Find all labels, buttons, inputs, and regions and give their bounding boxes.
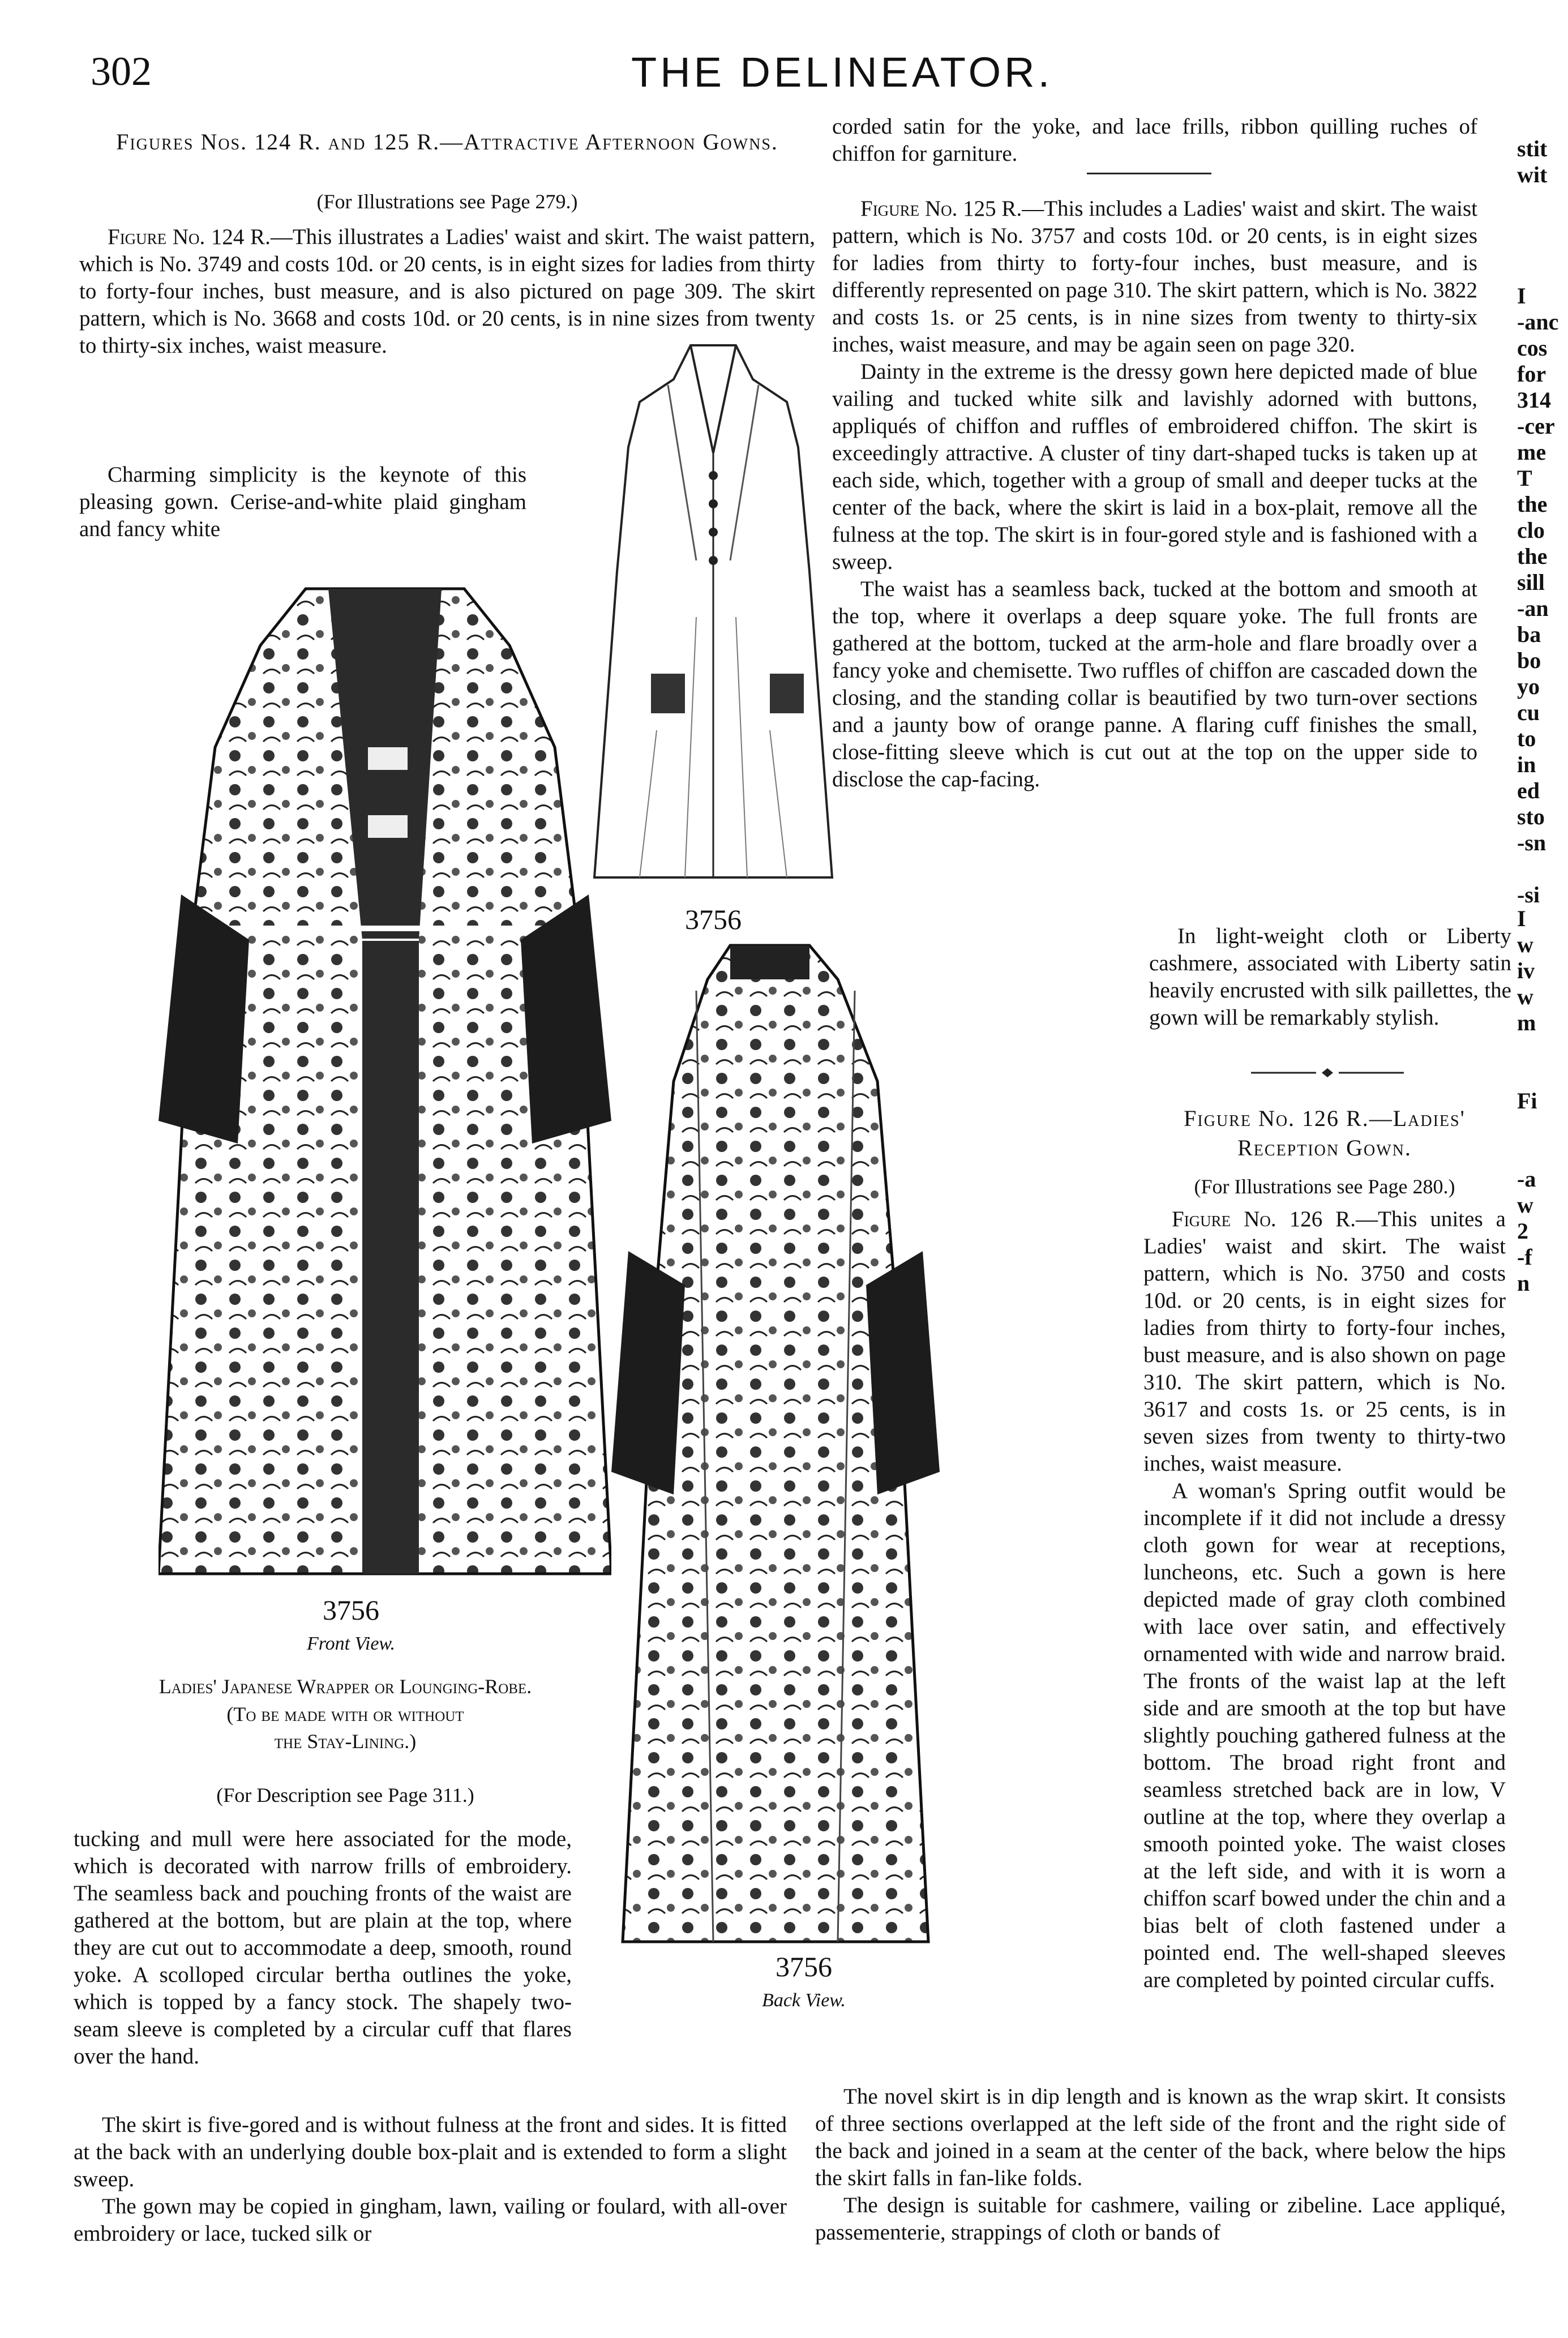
caption-line-3: the Stay-Lining.): [274, 1730, 417, 1753]
caption-line-1: Ladies' Japanese Wrapper or Lounging-Robe.: [158, 1675, 532, 1698]
left-bottom-narrow-text: [74, 1826, 572, 2070]
figure-lead-126: Figure No. 126 R.: [1172, 1207, 1356, 1231]
paragraph-gown-copied: The gown may be copied in gingham, lawn, vailing or foulard, with all-over embroidery or lace, tucked silk or: [74, 2194, 787, 2246]
paragraph-novel-skirt: The novel skirt is in dip length and is known as the wrap skirt. It consists of three sections overlapped at the left side of the front and the right side of the back and joined in a seam at the center of the back, where below the hips the skirt falls in fan-like folds.: [815, 2084, 1506, 2190]
front-figure-number: 3756: [323, 1594, 379, 1626]
figure-caption: [91, 1673, 600, 1755]
edge-fragment-mid: I -anc cos for 314 -cer me T the clo the sill -an ba bo yo cu to in ed sto -sn -si: [1517, 283, 1559, 907]
paragraph-waist-seamless: The waist has a seamless back, tucked at the bottom and smooth at the top, where it overlaps a deep square yoke. The full fronts are gathered at the bottom, tucked at the arm-hole and flare broadly over a fancy yoke and chemisette. Two ruffles of chiffon are cascaded down the closing, and the standing collar is beautified by two turn-over sections and a jaunty bow of orange panne. A flaring cuff finishes the small, close-fitting sleeve which is cut out at the top on the upper side to disclose the cap-facing.: [832, 577, 1477, 791]
section-heading-124-125: Figures Nos. 124 R. and 125 R.—Attractive Afternoon Gowns.: [116, 129, 778, 155]
paragraph-124-intro: —This illustrates a Ladies' waist and skirt. The waist pattern, which is No. 3749 and costs 10d. or 20 cents, is in eight sizes for ladies from thirty to forty-four inches, bust measure, and is also pictured on page 309. The skirt pattern, which is No. 3668 and costs 10d. or 20 cents, is in nine sizes from twenty to thirty-six inches, waist measure.: [79, 225, 815, 358]
paragraph-skirt-five-gored: The skirt is five-gored and is without fulness at the front and sides. It is fitted at the back with an underlying double box-plait and is extended to form a slight sweep.: [74, 2113, 787, 2191]
right-bottom-wide-text: [815, 2083, 1506, 2246]
small-robe-illustration: [583, 334, 843, 900]
caption-ref-311: (For Description see Page 311.): [216, 1784, 474, 1806]
paragraph-charming: Charming simplicity is the keynote of this pleasing gown. Cerise-and-white plaid gingham and fancy white: [79, 463, 526, 541]
back-view-label: Back View.: [762, 1990, 846, 2011]
front-robe-illustration: [158, 577, 611, 1585]
figure-lead-125: Figure No. 125 R.: [860, 196, 1022, 221]
right-125-text: [832, 195, 1477, 793]
back-figure-number: 3756: [776, 1951, 832, 1982]
right-126-narrow-text: [1143, 1206, 1506, 1994]
edge-fragment-top: stit wit: [1517, 136, 1548, 187]
ornament-divider: [1251, 1067, 1404, 1078]
right-lightweight-text: [1149, 923, 1511, 1031]
page-number: 302: [91, 49, 152, 94]
back-robe-illustration: [611, 934, 940, 1947]
paragraph-125-intro: —This includes a Ladies' waist and skirt. The waist pattern, which is No. 3757 and costs 10d. or 20 cents, is in eight sizes for ladies from thirty to forty-four inches, bust measure, and is differently represented on page 310. The skirt pattern, which is No. 3822 and costs 1s. or 25 cents, is in nine sizes from twenty to thirty-six inches, waist measure, and may be again seen on page 320.: [832, 196, 1477, 357]
paragraph-corded-satin: corded satin for the yoke, and lace frills, ribbon quilling ruches of chiffon for garniture.: [832, 114, 1477, 166]
right-top-text: [832, 113, 1477, 168]
front-view-label: Front View.: [306, 1633, 396, 1654]
paragraph-spring-outfit: A woman's Spring outfit would be incomplete if it did not include a dressy cloth gown for wear at receptions, luncheons, etc. Such a gown is here depicted made of gray cloth combined with lace over satin, and effectively ornamented with wide and narrow braid. The fronts of the waist lap at the left side and are smooth at the top but have slightly pouching gathered fulness at the bottom. The broad right front and seamless stretched back are in low, V outline at the top, where they overlap a smooth pointed yoke. The waist closes at the left side, and with it is worn a chiffon scarf bowed under the chin and a bias belt of cloth fastened under a pointed end. The well-shaped sleeves are completed by pointed circular cuffs.: [1143, 1479, 1506, 1992]
left-top-text-narrow: [79, 461, 526, 543]
small-figure-number: 3756: [685, 903, 742, 935]
paragraph-light-weight: In light-weight cloth or Liberty cashmere, associated with Liberty satin heavily encrusted with silk paillettes, the gown will be remarkably stylish.: [1149, 924, 1511, 1030]
figure-lead-124: Figure No. 124 R.: [108, 225, 271, 249]
caption-line-2: (To be made with or without: [226, 1702, 464, 1725]
edge-fragment-low: I w iv w m Fi -a w 2 -f n: [1517, 906, 1537, 1296]
section-heading-126: Figure No. 126 R.—Ladies' Reception Gown.: [1184, 1106, 1466, 1161]
top-divider: [1087, 173, 1211, 174]
paragraph-dainty: Dainty in the extreme is the dressy gown here depicted made of blue vailing and tucked white silk and lavishly adorned with buttons, appliqués of chiffon and ruffles of embroidered chiffon. The skirt is exceedingly attractive. A cluster of tiny dart-shaped tucks is taken up at each side, which, together with a group of small and deeper tucks at the center of the back, where the skirt is laid in a box-plait, remove all the fulness at the top. The skirt is in four-gored style and is fashioned with a sweep.: [832, 359, 1477, 574]
section-ref-279: (For Illustrations see Page 279.): [316, 190, 578, 213]
running-title: THE DELINEATOR.: [631, 49, 1053, 96]
section-ref-280: (For Illustrations see Page 280.): [1194, 1175, 1455, 1198]
left-bottom-wide-text: [74, 2112, 787, 2247]
paragraph-126-intro: —This unites a Ladies' waist and skirt. The waist pattern, which is No. 3750 and costs 10d. or 20 cents, is in eight sizes for ladies from thirty to forty-four inches, bust measure, and is also shown on page 310. The skirt pattern, which is No. 3617 and costs 1s. or 25 cents, is in seven sizes from twenty to thirty-two inches, waist measure.: [1143, 1207, 1506, 1476]
paragraph-tucking: tucking and mull were here associated for the mode, which is decorated with narrow frills of embroidery. The seamless back and pouching fronts of the waist are gathered at the bottom, but are plain at the top, where they are cut out to accommodate a deep, smooth, round yoke. A scolloped circular bertha outlines the yoke, which is topped by a fancy stock. The shapely two-seam sleeve is completed by a circular cuff that flares over the hand.: [74, 1827, 572, 2069]
paragraph-design-suitable: The design is suitable for cashmere, vailing or zibeline. Lace appliqué, passementerie, strappings of cloth or bands of: [815, 2193, 1506, 2245]
